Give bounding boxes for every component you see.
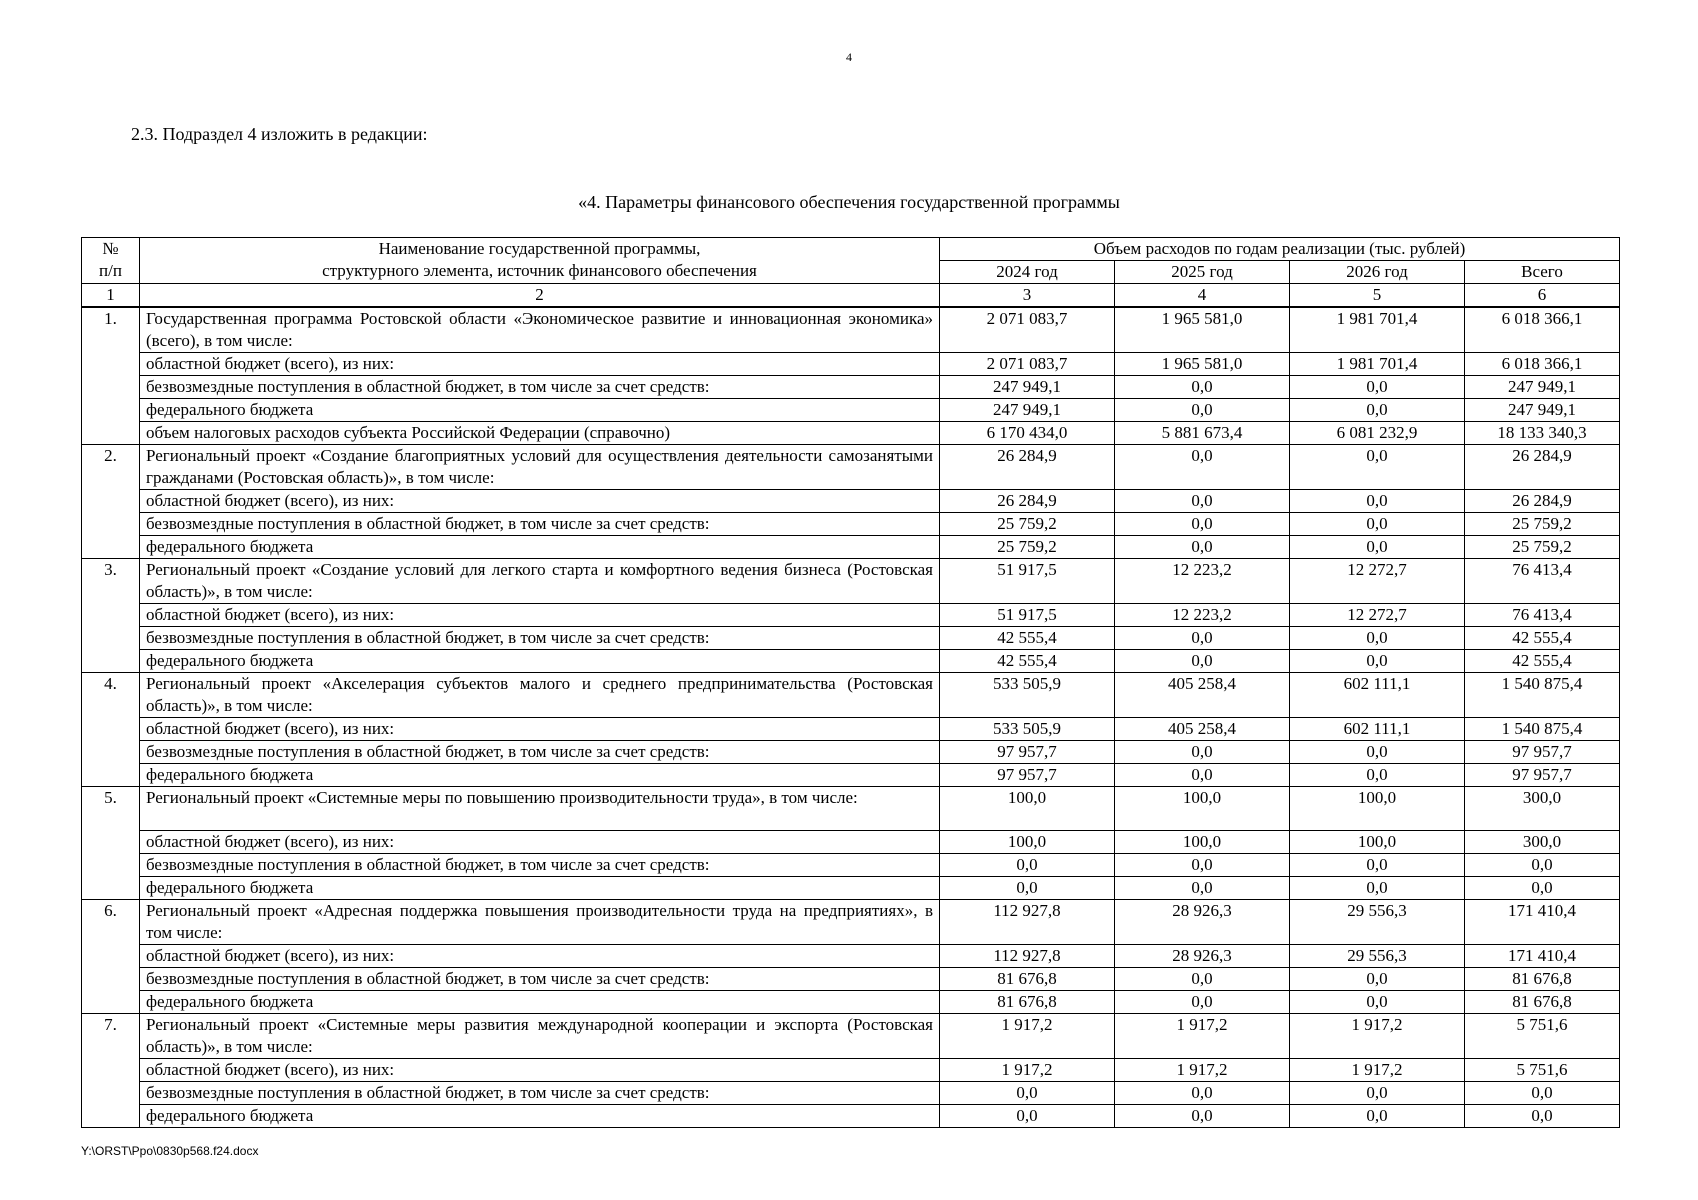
value-total: 1 540 875,4	[1465, 673, 1620, 718]
value-total: 1 540 875,4	[1465, 718, 1620, 741]
source-name: федерального бюджета	[140, 536, 940, 559]
value-2026: 100,0	[1290, 831, 1465, 854]
value-2026: 602 111,1	[1290, 673, 1465, 718]
value-2026: 0,0	[1290, 1082, 1465, 1105]
value-2025: 0,0	[1115, 376, 1290, 399]
value-2024: 42 555,4	[940, 650, 1115, 673]
value-2025: 0,0	[1115, 490, 1290, 513]
table-row-program	[82, 307, 1620, 353]
value-2025: 0,0	[1115, 1105, 1290, 1128]
program-name: Региональный проект «Акселерация субъектов малого и среднего предпринимательства (Ростовская область)», в том числе:	[140, 673, 940, 718]
value-2026: 0,0	[1290, 627, 1465, 650]
source-name: федерального бюджета	[140, 991, 940, 1014]
source-name: областной бюджет (всего), из них:	[140, 1059, 940, 1082]
source-name: безвозмездные поступления в областной бюджет, в том числе за счет средств:	[140, 1082, 940, 1105]
table-row-source	[82, 604, 1620, 627]
value-2024: 247 949,1	[940, 399, 1115, 422]
value-2025: 5 881 673,4	[1115, 422, 1290, 445]
value-2025: 0,0	[1115, 513, 1290, 536]
value-2024: 247 949,1	[940, 376, 1115, 399]
value-total: 97 957,7	[1465, 741, 1620, 764]
value-total: 0,0	[1465, 877, 1620, 900]
value-2025: 0,0	[1115, 650, 1290, 673]
value-2024: 0,0	[940, 1105, 1115, 1128]
header-no: № п/п	[82, 238, 140, 284]
value-total: 18 133 340,3	[1465, 422, 1620, 445]
value-total: 300,0	[1465, 831, 1620, 854]
table-row-source	[82, 1059, 1620, 1082]
value-2025: 12 223,2	[1115, 559, 1290, 604]
table-row-program	[82, 559, 1620, 604]
row-number: 2.	[82, 445, 140, 559]
value-total: 97 957,7	[1465, 764, 1620, 787]
source-name: федерального бюджета	[140, 764, 940, 787]
value-2024: 6 170 434,0	[940, 422, 1115, 445]
value-2025: 0,0	[1115, 854, 1290, 877]
table-row-program	[82, 673, 1620, 718]
source-name: федерального бюджета	[140, 650, 940, 673]
header-volume: Объем расходов по годам реализации (тыс. рублей)	[940, 238, 1620, 261]
program-name: Региональный проект «Системные меры развития международной кооперации и экспорта (Ростовская область)», в том числе:	[140, 1014, 940, 1059]
value-2026: 12 272,7	[1290, 559, 1465, 604]
value-2024: 1 917,2	[940, 1014, 1115, 1059]
header-year-2024: 2024 год	[940, 261, 1115, 284]
value-2024: 81 676,8	[940, 968, 1115, 991]
source-name: федерального бюджета	[140, 877, 940, 900]
value-2026: 0,0	[1290, 536, 1465, 559]
value-2024: 2 071 083,7	[940, 353, 1115, 376]
value-2026: 1 981 701,4	[1290, 353, 1465, 376]
value-total: 300,0	[1465, 787, 1620, 831]
col-number: 2	[140, 284, 940, 308]
header-total: Всего	[1465, 261, 1620, 284]
value-2024: 0,0	[940, 854, 1115, 877]
value-2024: 0,0	[940, 1082, 1115, 1105]
value-2025: 1 917,2	[1115, 1059, 1290, 1082]
value-2025: 0,0	[1115, 445, 1290, 490]
program-name: Государственная программа Ростовской области «Экономическое развитие и инновационная экономика» (всего), в том числе:	[140, 307, 940, 353]
value-total: 5 751,6	[1465, 1059, 1620, 1082]
value-2025: 100,0	[1115, 787, 1290, 831]
table-row-program	[82, 900, 1620, 945]
source-name: безвозмездные поступления в областной бюджет, в том числе за счет средств:	[140, 854, 940, 877]
value-2024: 533 505,9	[940, 718, 1115, 741]
col-number: 6	[1465, 284, 1620, 308]
col-number: 1	[82, 284, 140, 308]
value-2026: 0,0	[1290, 490, 1465, 513]
financing-table	[81, 237, 1620, 1128]
table-row-source	[82, 422, 1620, 445]
value-total: 26 284,9	[1465, 490, 1620, 513]
value-2025: 0,0	[1115, 968, 1290, 991]
value-2024: 25 759,2	[940, 513, 1115, 536]
value-total: 247 949,1	[1465, 399, 1620, 422]
value-2025: 0,0	[1115, 399, 1290, 422]
value-2024: 97 957,7	[940, 764, 1115, 787]
value-2026: 1 917,2	[1290, 1014, 1465, 1059]
source-name: федерального бюджета	[140, 1105, 940, 1128]
value-total: 25 759,2	[1465, 536, 1620, 559]
table-title: «4. Параметры финансового обеспечения государственной программы	[578, 192, 1120, 212]
table-row-source	[82, 854, 1620, 877]
value-total: 81 676,8	[1465, 968, 1620, 991]
table-row-source	[82, 536, 1620, 559]
value-2026: 0,0	[1290, 1105, 1465, 1128]
source-name: федерального бюджета	[140, 399, 940, 422]
value-total: 5 751,6	[1465, 1014, 1620, 1059]
value-2025: 405 258,4	[1115, 673, 1290, 718]
table-row-source	[82, 1105, 1620, 1128]
source-name: областной бюджет (всего), из них:	[140, 604, 940, 627]
value-2026: 0,0	[1290, 741, 1465, 764]
value-2024: 0,0	[940, 877, 1115, 900]
value-2026: 0,0	[1290, 991, 1465, 1014]
table-row-source	[82, 513, 1620, 536]
table-row-source	[82, 1082, 1620, 1105]
value-total: 26 284,9	[1465, 445, 1620, 490]
row-number: 5.	[82, 787, 140, 900]
table-row-source	[82, 945, 1620, 968]
source-name: объем налоговых расходов субъекта Российской Федерации (справочно)	[140, 422, 940, 445]
col-number: 3	[940, 284, 1115, 308]
table-row-source	[82, 741, 1620, 764]
value-total: 42 555,4	[1465, 627, 1620, 650]
value-total: 0,0	[1465, 854, 1620, 877]
value-2025: 0,0	[1115, 627, 1290, 650]
value-2025: 0,0	[1115, 764, 1290, 787]
value-2026: 1 917,2	[1290, 1059, 1465, 1082]
table-row-program	[82, 787, 1620, 831]
program-name: Региональный проект «Создание благоприятных условий для осуществления деятельности самозанятыми гражданами (Ростовская область)», в том числе:	[140, 445, 940, 490]
source-name: безвозмездные поступления в областной бюджет, в том числе за счет средств:	[140, 968, 940, 991]
value-2024: 26 284,9	[940, 445, 1115, 490]
table-row-source	[82, 353, 1620, 376]
value-2025: 28 926,3	[1115, 900, 1290, 945]
value-2024: 97 957,7	[940, 741, 1115, 764]
row-number: 7.	[82, 1014, 140, 1128]
table-row-source	[82, 490, 1620, 513]
table-row-source	[82, 991, 1620, 1014]
value-2025: 0,0	[1115, 1082, 1290, 1105]
header-name: Наименование государственной программы, структурного элемента, источник финансового обеспечения	[140, 238, 940, 284]
value-total: 6 018 366,1	[1465, 353, 1620, 376]
row-number: 4.	[82, 673, 140, 787]
value-2024: 112 927,8	[940, 900, 1115, 945]
value-2024: 51 917,5	[940, 559, 1115, 604]
value-2026: 29 556,3	[1290, 945, 1465, 968]
value-2025: 1 965 581,0	[1115, 307, 1290, 353]
intro-paragraph: 2.3. Подраздел 4 изложить в редакции:	[131, 124, 428, 144]
value-2024: 26 284,9	[940, 490, 1115, 513]
value-2024: 1 917,2	[940, 1059, 1115, 1082]
source-name: безвозмездные поступления в областной бюджет, в том числе за счет средств:	[140, 513, 940, 536]
value-total: 25 759,2	[1465, 513, 1620, 536]
value-2025: 0,0	[1115, 536, 1290, 559]
value-total: 81 676,8	[1465, 991, 1620, 1014]
value-total: 171 410,4	[1465, 945, 1620, 968]
table-row-source	[82, 627, 1620, 650]
value-2025: 0,0	[1115, 991, 1290, 1014]
source-name: областной бюджет (всего), из них:	[140, 831, 940, 854]
value-total: 0,0	[1465, 1105, 1620, 1128]
value-2025: 0,0	[1115, 741, 1290, 764]
value-2025: 405 258,4	[1115, 718, 1290, 741]
value-2024: 81 676,8	[940, 991, 1115, 1014]
program-name: Региональный проект «Адресная поддержка повышения производительности труда на предприятиях», в том числе:	[140, 900, 940, 945]
table-row-program	[82, 1014, 1620, 1059]
col-number: 4	[1115, 284, 1290, 308]
table-row-program	[82, 445, 1620, 490]
value-2026: 100,0	[1290, 787, 1465, 831]
value-2024: 533 505,9	[940, 673, 1115, 718]
table-row-source	[82, 718, 1620, 741]
col-number: 5	[1290, 284, 1465, 308]
value-2026: 0,0	[1290, 968, 1465, 991]
value-2026: 0,0	[1290, 376, 1465, 399]
table-row-source	[82, 877, 1620, 900]
value-2024: 100,0	[940, 831, 1115, 854]
value-2026: 6 081 232,9	[1290, 422, 1465, 445]
value-2024: 100,0	[940, 787, 1115, 831]
table-row-source	[82, 376, 1620, 399]
program-name: Региональный проект «Системные меры по повышению производительности труда», в том числе:	[140, 787, 940, 831]
value-2026: 12 272,7	[1290, 604, 1465, 627]
value-2024: 25 759,2	[940, 536, 1115, 559]
value-total: 76 413,4	[1465, 604, 1620, 627]
value-total: 42 555,4	[1465, 650, 1620, 673]
value-total: 247 949,1	[1465, 376, 1620, 399]
value-total: 0,0	[1465, 1082, 1620, 1105]
value-2026: 0,0	[1290, 445, 1465, 490]
value-2024: 51 917,5	[940, 604, 1115, 627]
value-2024: 42 555,4	[940, 627, 1115, 650]
table-row-source	[82, 968, 1620, 991]
value-2025: 1 917,2	[1115, 1014, 1290, 1059]
value-total: 6 018 366,1	[1465, 307, 1620, 353]
value-2026: 1 981 701,4	[1290, 307, 1465, 353]
value-2025: 12 223,2	[1115, 604, 1290, 627]
source-name: безвозмездные поступления в областной бюджет, в том числе за счет средств:	[140, 627, 940, 650]
value-2024: 2 071 083,7	[940, 307, 1115, 353]
source-name: областной бюджет (всего), из них:	[140, 490, 940, 513]
source-name: областной бюджет (всего), из них:	[140, 945, 940, 968]
value-2026: 0,0	[1290, 854, 1465, 877]
value-2025: 1 965 581,0	[1115, 353, 1290, 376]
value-2025: 100,0	[1115, 831, 1290, 854]
table-row-source	[82, 764, 1620, 787]
value-2025: 0,0	[1115, 877, 1290, 900]
header-year-2026: 2026 год	[1290, 261, 1465, 284]
table-row-source	[82, 831, 1620, 854]
source-name: безвозмездные поступления в областной бюджет, в том числе за счет средств:	[140, 376, 940, 399]
value-2026: 0,0	[1290, 877, 1465, 900]
value-2026: 0,0	[1290, 650, 1465, 673]
row-number: 1.	[82, 307, 140, 445]
value-2026: 0,0	[1290, 399, 1465, 422]
value-2026: 0,0	[1290, 764, 1465, 787]
source-name: областной бюджет (всего), из них:	[140, 718, 940, 741]
header-year-2025: 2025 год	[1115, 261, 1290, 284]
row-number: 6.	[82, 900, 140, 1014]
table-row-source	[82, 399, 1620, 422]
value-total: 171 410,4	[1465, 900, 1620, 945]
source-name: областной бюджет (всего), из них:	[140, 353, 940, 376]
page-number: 4	[846, 50, 852, 64]
file-path-footer: Y:\ORST\Ppo\0830p568.f24.docx	[81, 1144, 259, 1158]
value-2026: 602 111,1	[1290, 718, 1465, 741]
value-2024: 112 927,8	[940, 945, 1115, 968]
table-body	[82, 307, 1620, 1128]
program-name: Региональный проект «Создание условий для легкого старта и комфортного ведения бизнеса (Ростовская область)», в том числе:	[140, 559, 940, 604]
value-2025: 28 926,3	[1115, 945, 1290, 968]
value-total: 76 413,4	[1465, 559, 1620, 604]
row-number: 3.	[82, 559, 140, 673]
source-name: безвозмездные поступления в областной бюджет, в том числе за счет средств:	[140, 741, 940, 764]
value-2026: 29 556,3	[1290, 900, 1465, 945]
table-row-source	[82, 650, 1620, 673]
value-2026: 0,0	[1290, 513, 1465, 536]
